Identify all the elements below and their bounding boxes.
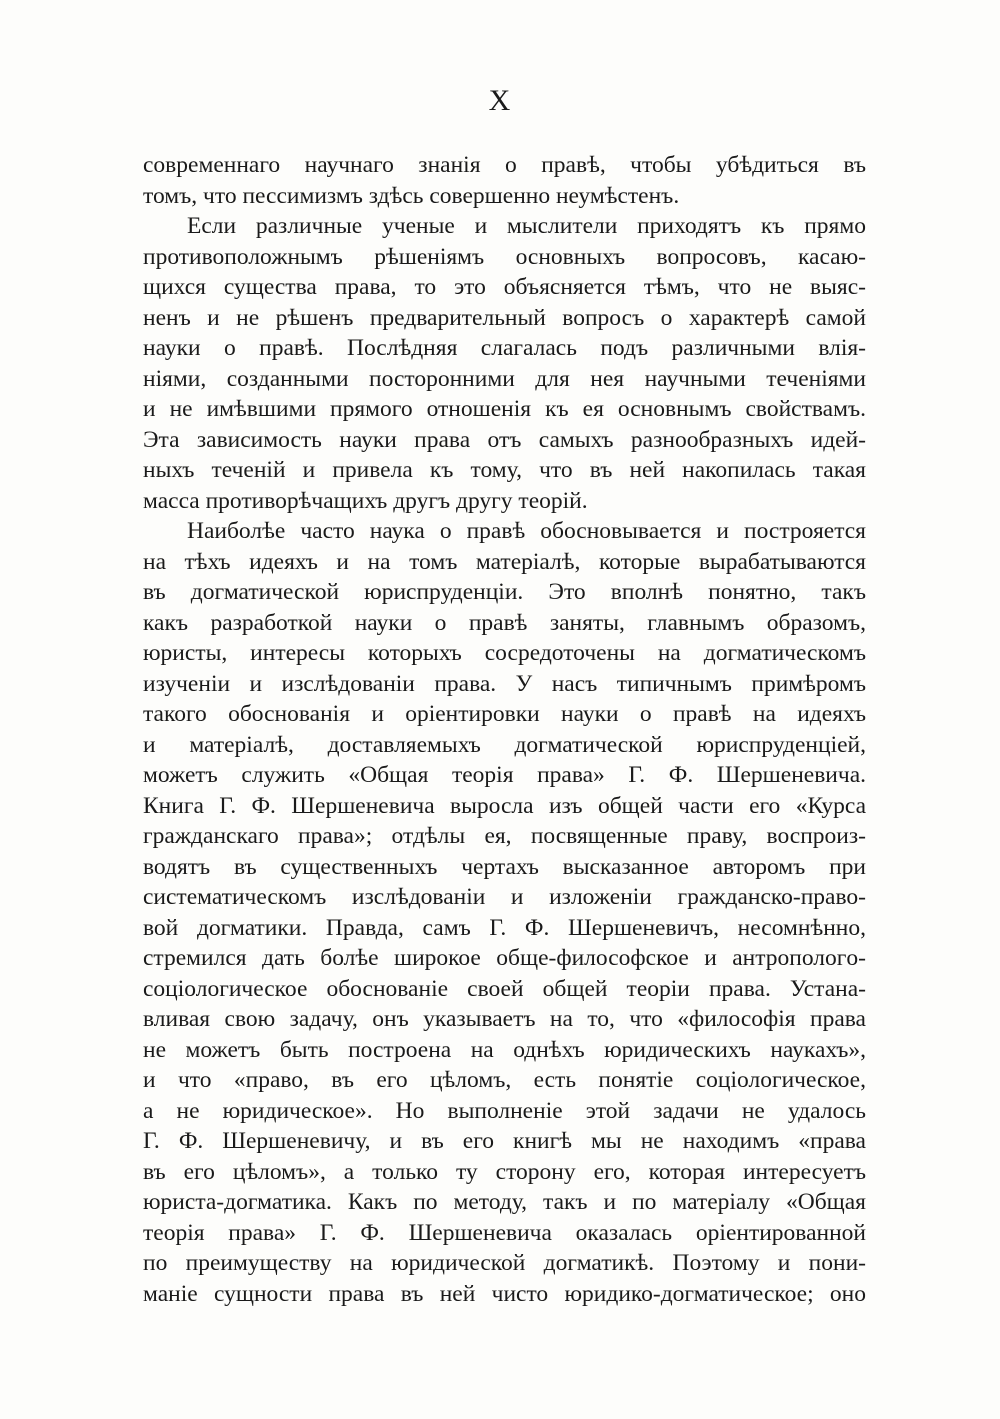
text-line: Г. Ф. Шершеневичу, и въ его книгѣ мы не находимъ «права (143, 1128, 866, 1154)
page-number: X (488, 84, 512, 117)
text-line: а не юридическое». Но выполненіе этой задачи не удалось (143, 1097, 866, 1124)
text-line: масса противорѣчащихъ другъ другу теорій. (143, 487, 588, 514)
text-line: юриста-догматика. Какъ по методу, такъ и по матеріалу «Общая (143, 1189, 866, 1215)
paragraph (143, 211, 866, 516)
text-line: томъ, что пессимизмъ здѣсь совершенно неумѣстенъ. (143, 182, 680, 209)
body-text (143, 150, 866, 1309)
text-line: на тѣхъ идеяхъ и на томъ матеріалѣ, которые вырабатываются (143, 548, 866, 575)
text-line: и не имѣвшими прямого отношенія къ ея основнымъ свойствамъ. (143, 396, 866, 422)
text-line: въ догматической юриспруденціи. Это вполнѣ понятно, такъ (143, 579, 866, 605)
text-line: маніе сущности права въ ней чисто юридико-догматическое; оно (143, 1280, 866, 1307)
text-line: такого обоснованія и оріентировки науки о правѣ на идеяхъ (143, 701, 866, 727)
text-line: систематическомъ изслѣдованіи и изложеніи гражданско-право- (143, 884, 866, 910)
text-line: науки о правѣ. Послѣдняя слагалась подъ различными влія- (143, 335, 866, 361)
text-line: изученіи и изслѣдованіи права. У насъ типичнымъ примѣромъ (143, 670, 866, 697)
paragraph (143, 516, 866, 1309)
text-line: какъ разработкой науки о правѣ заняты, главнымъ образомъ, (143, 609, 866, 636)
text-line: щихся существа права, то это объясняется тѣмъ, что не выяс- (143, 274, 866, 300)
text-line: современнаго научнаго знанія о правѣ, чтобы убѣдиться въ (143, 152, 866, 178)
text-line: противоположнымъ рѣшеніямъ основныхъ вопросовъ, касаю- (143, 243, 866, 270)
text-line: ніями, созданными посторонними для нея научными теченіями (143, 365, 866, 392)
text-line: можетъ служить «Общая теорія права» Г. Ф. Шершеневича. (143, 762, 866, 788)
text-line: Книга Г. Ф. Шершеневича выросла изъ общей части его «Курса (143, 792, 866, 819)
text-line: юристы, интересы которыхъ сосредоточены на догматическомъ (143, 640, 866, 666)
text-line: водятъ въ существенныхъ чертахъ высказанное авторомъ при (143, 853, 866, 880)
text-line: вливая свою задачу, онъ указываетъ на то, что «философія права (143, 1006, 866, 1032)
text-line: Если различные ученые и мыслители приходятъ къ прямо (187, 213, 866, 239)
text-line: и что «право, въ его цѣломъ, есть понятіе соціологическое, (143, 1067, 866, 1093)
text-line: ненъ и не рѣшенъ предварительный вопросъ о характерѣ самой (143, 304, 866, 331)
text-line: стремился дать болѣе широкое обще-философское и антропологo- (143, 945, 866, 971)
text-line: ныхъ теченій и привела къ тому, что въ ней накопилась такая (143, 457, 866, 483)
text-line: теорія права» Г. Ф. Шершеневича оказалась оріентированной (143, 1219, 866, 1246)
text-line: по преимуществу на юридической догматикѣ. Поэтому и пони- (143, 1250, 866, 1276)
text-line: соціологическое обоснованіе своей общей теоріи права. Устана- (143, 975, 866, 1002)
text-line: Эта зависимость науки права отъ самыхъ разнообразныхъ идей- (143, 426, 866, 453)
text-line: и матеріалѣ, доставляемыхъ догматической юриспруденціей, (143, 731, 866, 758)
text-line: вой догматики. Правда, самъ Г. Ф. Шершеневичъ, несомнѣнно, (143, 914, 866, 941)
text-line: гражданскаго права»; отдѣлы ея, посвященные праву, воспроиз- (143, 823, 866, 849)
text-line: въ его цѣломъ», а только ту сторону его, которая интересуетъ (143, 1158, 866, 1185)
paragraph (143, 150, 866, 211)
text-line: Наиболѣе часто наука о правѣ обосновывается и построяется (187, 518, 866, 544)
text-line: не можетъ быть построена на однѣхъ юридическихъ наукахъ», (143, 1036, 866, 1063)
